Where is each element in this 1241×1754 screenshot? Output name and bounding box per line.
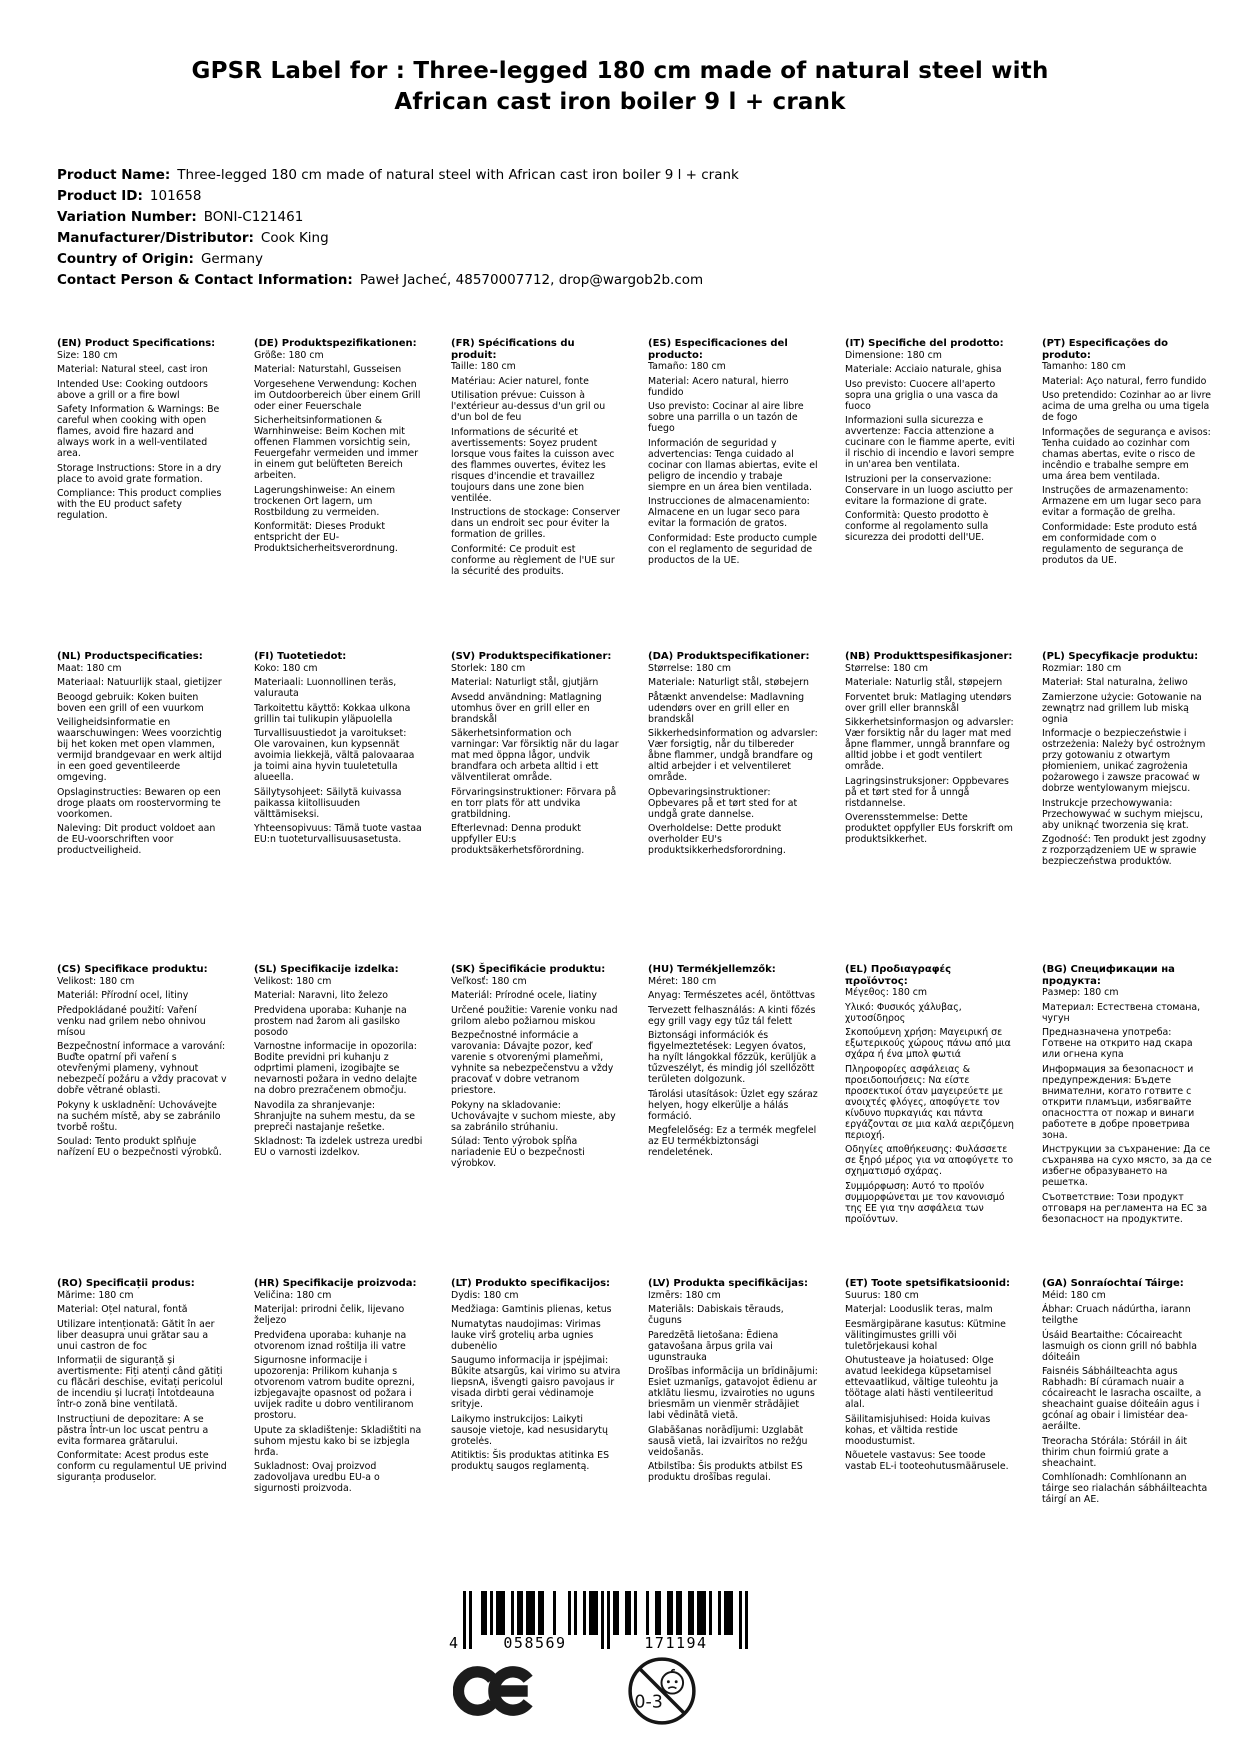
block-paragraph: Material: Naturstahl, Gusseisen: [254, 364, 402, 375]
block-header: (PL) Specyfikacje produktu:: [1042, 651, 1199, 662]
block-paragraph: Pokyny na skladovanie: Uchovávajte v suchom mieste, aby sa zabránilo strúhaniu.: [451, 1099, 616, 1133]
ce-letter-c: [458, 1672, 492, 1710]
block-paragraph: Numatytas naudojimas: Virimas lauke virš grotelių arba ugnies dubenėlio: [451, 1318, 601, 1352]
block-paragraph: Velikost: 180 cm: [254, 975, 332, 987]
block-paragraph: Información de seguridad y advertencias: Tenga cuidado al cocinar con llamas abiertas, evite el peligro de incendio y trabaje siempre en un área bien ventilada.: [648, 437, 818, 493]
block-paragraph: Overensstemmelse: Dette produktet oppfyller EUs forskrift om produktsikkerhet.: [845, 812, 1013, 845]
block-paragraph: Размер: 180 cm: [1042, 987, 1119, 998]
block-paragraph: Conformidad: Este producto cumple con el reglamento de seguridad de productos de la UE.: [648, 532, 818, 566]
block-paragraph: Biztonsági információk és figyelmeztetések: Legyen óvatos, ha nyílt lángokkal főzzük, kerüljük a tűzveszélyt, és mindig jól szellőzött területen dolgozunk.: [648, 1030, 817, 1085]
block-paragraph: Pokyny k uskladnění: Uchovávejte na suchém místě, aby se zabránilo tvorbě roštu.: [57, 1099, 221, 1133]
block-header: (EL) Προδιαγραφές προϊόντος:: [845, 964, 952, 987]
block-paragraph: Sigurnosne informacije i upozorenja: Prilikom kuhanja s otvorenom vatrom budite oprezni, izbjegavajte opasnost od požara i uvijek radite u dobro ventiliranom prostoru.: [254, 1355, 415, 1421]
block-paragraph: Bezpečnostní informace a varování: Buďte opatrní při vaření s otevřenými plameny, vyhnout nebezpečí požáru a vždy pracovat v dobře větrané oblasti.: [57, 1041, 227, 1096]
info-label: Product Name:: [57, 167, 171, 183]
block-paragraph: Μέγεθος: 180 cm: [845, 987, 928, 998]
language-grid: [57, 338, 1212, 1509]
block-header: (SK) Špecifikácie produktu:: [451, 964, 606, 975]
block-paragraph: Tamanho: 180 cm: [1042, 361, 1126, 372]
block-paragraph: Οδηγίες αποθήκευσης: Φυλάσσετε σε ξηρό μέρος για να αποφύγετε το σχηματισμό σχάρας.: [845, 1144, 1014, 1177]
block-header: (SV) Produktspecifikationer:: [451, 651, 612, 662]
block-paragraph: Инструкции за съхранение: Да се съхранява на сухо място, за да се избегне образуването на решетка.: [1042, 1144, 1212, 1188]
block-header: (HR) Specifikacije proizvoda:: [254, 1278, 417, 1289]
block-paragraph: Intended Use: Cooking outdoors above a grill or a fire bowl: [57, 378, 208, 401]
block-paragraph: Avsedd användning: Matlagning utomhus över en grill eller en brandskål: [451, 691, 602, 725]
block-paragraph: Instruções de armazenamento: Armazene em um lugar seco para evitar a formação de grelha.: [1042, 485, 1202, 518]
block-header: (ES) Especificaciones del producto:: [648, 338, 788, 361]
info-line: [57, 249, 739, 270]
block-header: (LV) Produkta specifikācijas:: [648, 1278, 808, 1289]
block-paragraph: Materiaal: Natuurlijk staal, gietijzer: [57, 677, 222, 688]
block-paragraph: Säilytysohjeet: Säilytä kuivassa paikassa kiitollisuuden välttämiseksi.: [254, 786, 402, 820]
block-paragraph: Upute za skladištenje: Skladištiti na suhom mjestu kako bi se izbjegla hrđa.: [254, 1424, 422, 1458]
block-paragraph: Predviđena uporaba: kuhanje na otvorenom iznad roštilja ili vatre: [254, 1329, 407, 1352]
block-paragraph: Material: Naturligt stål, gjutjärn: [451, 677, 599, 688]
block-paragraph: Materiāls: Dabiskais tērauds, čuguns: [648, 1304, 784, 1326]
block-paragraph: Størrelse: 180 cm: [845, 662, 929, 674]
block-paragraph: Größe: 180 cm: [254, 349, 324, 361]
block-header: (NB) Produkttspesifikasjoner:: [845, 651, 1013, 662]
block-paragraph: Efterlevnad: Denna produkt uppfyller EU:s produktsäkerhetsförordning.: [451, 823, 585, 856]
block-paragraph: Påtænkt anvendelse: Madlavning udendørs over en grill eller en brandskål: [648, 691, 805, 725]
block-paragraph: Opbevaringsinstruktioner: Opbevares på et tørt sted for at undgå grate dannelse.: [648, 786, 798, 820]
block-paragraph: Safety Information & Warnings: Be careful when cooking with open flames, avoid fire hazard and always work in a well-ventilated area.: [57, 404, 220, 459]
lang-block-hr: [254, 1278, 424, 1498]
block-paragraph: Instrucțiuni de depozitare: A se păstra într-un loc uscat pentru a evita formarea grătarului.: [57, 1413, 209, 1447]
block-paragraph: Tárolási utasítások: Üzlet egy száraz helyen, hogy elkerülje a hálás formáció.: [648, 1088, 818, 1122]
block-paragraph: Taille: 180 cm: [451, 361, 516, 372]
block-paragraph: Informações de segurança e avisos: Tenha cuidado ao cozinhar com chamas abertas, evite o risco de incêndio e trabalhe sempre em uma área bem ventilada.: [1042, 426, 1211, 482]
block-paragraph: Atitiktis: Šis produktas atitinka ES produktų saugos reglamentą.: [451, 1450, 610, 1472]
block-paragraph: Navodila za shranjevanje: Shranjujte na suhem mestu, da se prepreči nastajanje rešetke.: [254, 1099, 416, 1133]
block-paragraph: Paredzētā lietošana: Ēdiena gatavošana ārpus grila vai ugunstrauka: [648, 1329, 779, 1363]
block-header: (FI) Tuotetiedot:: [254, 651, 347, 662]
block-header: (HU) Termékjellemzők:: [648, 964, 776, 975]
block-paragraph: Sikkerhetsinformasjon og advarsler: Vær forsiktig når du lager mat med åpne flammer, unngå brannfare og alltid jobbe i et godt ventilert område.: [845, 717, 1014, 772]
block-paragraph: Materjal: Looduslik teras, malm: [845, 1304, 993, 1315]
block-paragraph: Comhlíonadh: Comhlíonann an táirge seo rialachán sábháilteachta táirgí an AE.: [1042, 1472, 1208, 1505]
block-paragraph: Matériau: Acier naturel, fonte: [451, 375, 589, 387]
block-paragraph: Opslaginstructies: Bewaren op een droge plaats om roostervorming te voorkomen.: [57, 786, 221, 820]
block-paragraph: Uso pretendido: Cozinhar ao ar livre acima de uma grelha ou uma tigela de fogo: [1042, 390, 1212, 423]
block-header: (IT) Specifiche del prodotto:: [845, 338, 1004, 349]
info-value: Three-legged 180 cm made of natural steel with African cast iron boiler 9 l + crank: [177, 167, 739, 183]
lang-block-sk: [451, 964, 621, 1173]
block-paragraph: Material: Aço natural, ferro fundido: [1042, 375, 1207, 387]
block-paragraph: Skladnost: Ta izdelek ustreza uredbi EU o varnosti izdelkov.: [254, 1136, 423, 1158]
ce-mark-icon: [453, 1662, 535, 1724]
info-line: [57, 228, 739, 249]
block-paragraph: Predvidena uporaba: Kuhanje na prostem nad žarom ali gasilsko posodo: [254, 1004, 407, 1038]
lang-block-lv: [648, 1278, 818, 1487]
info-label: Country of Origin:: [57, 251, 194, 267]
block-paragraph: Vorgesehene Verwendung: Kochen im Outdoorbereich über einem Grill oder einer Feuerschale: [254, 378, 421, 412]
age-warning-label: 0-3: [634, 1692, 663, 1713]
block-paragraph: Forventet bruk: Matlaging utendørs over grill eller brannskål: [845, 691, 1012, 714]
baby-face-icon: [661, 1670, 683, 1694]
info-value: Germany: [200, 251, 263, 267]
block-paragraph: Material: Naravni, lito železo: [254, 990, 388, 1001]
lang-block-fi: [254, 651, 424, 849]
product-info: [57, 165, 739, 291]
block-paragraph: Turvallisuustiedot ja varoitukset: Ole varovainen, kun kypsennät avoimia liekkejä, vältä palovaaraa ja toimi aina hyvin tuuletetulla alueella.: [254, 728, 415, 783]
info-value: Cook King: [260, 230, 329, 246]
block-paragraph: Materiál: Přírodní ocel, litiny: [57, 990, 189, 1001]
block-paragraph: Förvaringsinstruktioner: Förvara på en torr plats för att undvika gratbildning.: [451, 786, 617, 820]
block-paragraph: Säkerhetsinformation och varningar: Var försiktig när du lagar mat med öppna lågor, undvik brandfara och arbeta alltid i ett välventilerat område.: [451, 728, 619, 783]
block-paragraph: Rozmiar: 180 cm: [1042, 662, 1122, 674]
block-header: (GA) Sonraíochtaí Táirge:: [1042, 1278, 1184, 1289]
lang-block-bg: [1042, 964, 1212, 1228]
block-paragraph: Istruzioni per la conservazione: Conservare in un luogo asciutto per evitare la formazione di grate.: [845, 473, 1013, 507]
block-paragraph: Материал: Естествена стомана, чугун: [1042, 1001, 1201, 1024]
block-paragraph: Materiale: Naturlig stål, støpejern: [845, 677, 1003, 688]
info-line: [57, 270, 739, 291]
block-paragraph: Conformité: Ce produit est conforme au règlement de l'UE sur la sécurité des produits.: [451, 543, 615, 577]
block-paragraph: Faisnéis Sábháilteachta agus Rabhadh: Bí cúramach nuair a cócaireacht le lasracha oscailte, a sheachaint guaise dóiteáin agus i gcónaí ag obair i limistéar dea-aeráilte.: [1042, 1366, 1202, 1432]
block-paragraph: Velikost: 180 cm: [57, 975, 135, 987]
block-paragraph: Conformitate: Acest produs este conform cu regulamentul UE privind siguranța produselor.: [57, 1450, 227, 1483]
block-header: (RO) Specificații produs:: [57, 1278, 195, 1289]
info-label: Contact Person & Contact Information:: [57, 272, 353, 288]
info-label: Manufacturer/Distributor:: [57, 230, 254, 246]
lang-block-fr: [451, 338, 621, 580]
lang-block-nb: [845, 651, 1015, 849]
block-paragraph: Съответствие: Този продукт отговаря на регламента на ЕС за безопасност на продуктите.: [1042, 1191, 1208, 1225]
block-paragraph: Súlad: Tento výrobok spĺňa nariadenie EÚ o bezpečnosti výrobkov.: [451, 1136, 585, 1169]
block-paragraph: Overholdelse: Dette produkt overholder EU's produktsikkerhedsforordning.: [648, 823, 786, 856]
page-title: GPSR Label for : Three-legged 180 cm made of natural steel with African cast iron boiler 9 l + crank: [191, 58, 1049, 115]
block-paragraph: Materiaali: Luonnollinen teräs, valurauta: [254, 677, 397, 699]
block-paragraph: Dimensione: 180 cm: [845, 349, 942, 361]
block-paragraph: Veličina: 180 cm: [254, 1289, 332, 1301]
block-paragraph: Soulad: Tento produkt splňuje nařízení EU o bezpečnosti výrobků.: [57, 1136, 222, 1158]
block-paragraph: Konformität: Dieses Produkt entspricht der EU-Produktsicherheitsverordnung.: [254, 521, 398, 554]
block-header: (DE) Produktspezifikationen:: [254, 338, 417, 349]
block-paragraph: Tervezett felhasználás: A kinti főzés egy grill vagy egy tűz tál felett: [648, 1004, 816, 1027]
block-paragraph: Informacje o bezpieczeństwie i ostrzeżenia: Należy być ostrożnym przy gotowaniu z otwartym płomieniem, unikać zagrożenia pożarowego i zawsze pracować w dobrze wentylowanym miejscu.: [1042, 728, 1206, 794]
info-line: [57, 186, 739, 207]
block-paragraph: Anyag: Természetes acél, öntöttvas: [648, 990, 815, 1001]
block-paragraph: Maat: 180 cm: [57, 662, 122, 674]
block-paragraph: Sukladnost: Ovaj proizvod zadovoljava uredbu EU-a o sigurnosti proizvoda.: [254, 1461, 380, 1494]
block-paragraph: Materiale: Naturligt stål, støbejern: [648, 677, 809, 688]
block-paragraph: Utilizare intenționată: Gătit în aer liber deasupra unui grătar sau a unui castron de foc: [57, 1318, 215, 1352]
block-header: (BG) Спецификации на продукта:: [1042, 964, 1175, 987]
block-paragraph: Uso previsto: Cuocere all'aperto sopra una griglia o una vasca da fuoco: [845, 378, 999, 412]
block-paragraph: Storlek: 180 cm: [451, 662, 526, 674]
block-paragraph: Materijal: prirodni čelik, lijevano željezo: [254, 1304, 405, 1326]
info-value: BONI-C121461: [203, 209, 304, 225]
lang-block-en: [57, 338, 227, 525]
block-paragraph: Instrukcje przechowywania: Przechowywać w suchym miejscu, aby uniknąć tworzenia się krat.: [1042, 797, 1203, 831]
block-paragraph: Materiál: Prírodné ocele, liatiny: [451, 990, 597, 1001]
block-header: (ET) Toote spetsifikatsioonid:: [845, 1278, 1011, 1289]
block-paragraph: Méret: 180 cm: [648, 975, 717, 987]
info-line: [57, 207, 739, 228]
lang-block-de: [254, 338, 424, 558]
ean-barcode: [447, 1591, 752, 1657]
block-paragraph: Varnostne informacije in opozorila: Bodite previdni pri kuhanju z odprtimi plameni, izogibajte se nevarnosti požara in vedno delajte na dobro prezračenem območju.: [254, 1041, 418, 1096]
block-paragraph: Suurus: 180 cm: [845, 1289, 919, 1301]
lang-block-lt: [451, 1278, 621, 1476]
block-paragraph: Atbilstība: Šis produkts atbilst ES produktu drošības regulai.: [648, 1461, 803, 1483]
lang-block-sv: [451, 651, 621, 860]
block-paragraph: Medžiaga: Gamtinis plienas, ketus: [451, 1304, 612, 1315]
age-warning-icon: [626, 1655, 698, 1731]
lang-block-sl: [254, 964, 424, 1162]
block-paragraph: Utilisation prévue: Cuisson à l'extérieur au-dessus d'un gril ou d'un bol de feu: [451, 390, 606, 423]
block-paragraph: Ábhar: Cruach nádúrtha, iarann teilgthe: [1042, 1304, 1191, 1326]
lang-block-da: [648, 651, 818, 860]
block-paragraph: Uso previsto: Cocinar al aire libre sobre una parrilla o un tazón de fuego: [648, 401, 804, 434]
block-header: (FR) Spécifications du produit:: [451, 338, 575, 361]
block-paragraph: Instrucciones de almacenamiento: Almacene en un lugar seco para evitar la formación de gratos.: [648, 496, 810, 529]
block-paragraph: Mărime: 180 cm: [57, 1289, 134, 1301]
lang-block-it: [845, 338, 1015, 547]
block-paragraph: Drošības informācija un brīdinājumi: Esiet uzmanīgs, gatavojot ēdienu ar atklātu liesmu, izvairoties no uguns briesmām un vienmēr strādājiet labi vēdinātā vietā.: [648, 1366, 818, 1421]
block-paragraph: Určené použitie: Varenie vonku nad grilom alebo požiarnou miskou: [451, 1004, 618, 1027]
lang-block-nl: [57, 651, 227, 860]
block-header: (LT) Produkto specifikacijos:: [451, 1278, 611, 1289]
block-header: (CS) Specifikace produktu:: [57, 964, 208, 975]
block-header: (SL) Specifikacije izdelka:: [254, 964, 399, 975]
block-paragraph: Treoracha Stórála: Stóráil in áit thirim chun foirmiú grate a sheachaint.: [1042, 1435, 1188, 1469]
block-paragraph: Megfelelőség: Ez a termék megfelel az EU termékbiztonsági rendeletének.: [648, 1125, 817, 1158]
block-header: (EN) Product Specifications:: [57, 338, 216, 349]
block-paragraph: Méid: 180 cm: [1042, 1289, 1106, 1301]
lang-block-el: [845, 964, 1015, 1228]
block-paragraph: Size: 180 cm: [57, 349, 118, 361]
block-paragraph: Lagringsinstruksjoner: Oppbevares på et tørt sted for å unngå ristdannelse.: [845, 775, 1009, 809]
lang-block-ro: [57, 1278, 227, 1487]
block-paragraph: Συμμόρφωση: Αυτό το προϊόν συμμορφώνεται με τον κανονισμό της ΕΕ για την ασφάλεια των προϊόντων.: [845, 1180, 1005, 1225]
block-paragraph: Tamaño: 180 cm: [648, 361, 726, 372]
block-paragraph: Storage Instructions: Store in a dry place to avoid grate formation.: [57, 462, 222, 485]
block-paragraph: Bezpečnostné informácie a varovania: Dávajte pozor, keď varenie s otvorenými plameňmi, vyhnite sa nebezpečenstvu a vždy pracovať v dobre vetranom priestore.: [451, 1030, 614, 1096]
block-paragraph: Lagerungshinweise: An einem trockenen Ort lagern, um Rostbildung zu vermeiden.: [254, 484, 396, 518]
block-paragraph: Materiał: Stal naturalna, żeliwo: [1042, 677, 1188, 688]
info-value: 101658: [149, 188, 202, 204]
lang-block-hu: [648, 964, 818, 1162]
block-paragraph: Tarkoitettu käyttö: Kokkaa ulkona grillin tai tulikupin yläpuolella: [254, 702, 411, 725]
block-paragraph: Информация за безопасност и предупреждения: Бъдете внимателни, когато готвите с открити пламъци, избягвайте опасността от пожар и винаги работете в добре проветрива зона.: [1042, 1063, 1195, 1141]
block-header: (DA) Produktspecifikationer:: [648, 651, 810, 662]
block-paragraph: Conformidade: Este produto está em conformidade com o regulamento de segurança de produtos da UE.: [1042, 521, 1198, 566]
block-paragraph: Conformità: Questo prodotto è conforme al regolamento sulla sicurezza dei prodotti dell'UE.: [845, 510, 989, 543]
block-paragraph: Naleving: Dit product voldoet aan de EU-voorschriften voor productveiligheid.: [57, 823, 216, 856]
barcode-svg: [447, 1591, 752, 1653]
block-paragraph: Material: Natural steel, cast iron: [57, 364, 208, 375]
block-paragraph: Informazioni sulla sicurezza e avvertenze: Faccia attenzione a cucinare con le fiamme aperte, eviti il rischio di incendio e lavori sempre in un'area ben ventilata.: [845, 415, 1015, 470]
block-paragraph: Säilitamisjuhised: Hoida kuivas kohas, et vältida restide moodustumist.: [845, 1413, 991, 1447]
block-paragraph: Veľkosť: 180 cm: [451, 975, 527, 987]
info-value: Paweł Jacheć, 48570007712, drop@wargob2b.com: [359, 272, 704, 288]
block-paragraph: Beoogd gebruik: Koken buiten boven een grill of een vuurkom: [57, 691, 204, 714]
info-line: [57, 165, 739, 186]
block-paragraph: Izmērs: 180 cm: [648, 1289, 721, 1301]
block-paragraph: Yhteensopivuus: Tämä tuote vastaa EU:n tuoteturvallisuusasetusta.: [254, 823, 422, 845]
block-paragraph: Veiligheidsinformatie en waarschuwingen: Wees voorzichtig bij het koken met open vlammen, vermijd brandgevaar en werk altijd in een goed geventileerde omgeving.: [57, 717, 222, 783]
block-paragraph: Størrelse: 180 cm: [648, 662, 732, 674]
lang-block-pl: [1042, 651, 1212, 871]
lang-block-ga: [1042, 1278, 1212, 1509]
lang-block-cs: [57, 964, 227, 1162]
block-paragraph: Sicherheitsinformationen & Warnhinweise: Beim Kochen mit offenen Flammen vorsichtig sein, Feuergefahr vermeiden und immer in einem gut belüfteten Bereich arbeiten.: [254, 415, 419, 481]
block-header: (NL) Productspecificaties:: [57, 651, 203, 662]
block-paragraph: Compliance: This product complies with the EU product safety regulation.: [57, 488, 222, 521]
block-paragraph: Laikymo instrukcijos: Laikyti sausoje vietoje, kad nesusidarytų grotelės.: [451, 1413, 608, 1447]
block-paragraph: Υλικό: Φυσικός χάλυβας, χυτοσίδηρος: [845, 1001, 962, 1024]
block-paragraph: Zamierzone użycie: Gotowanie na zewnątrz nad grillem lub miską ognia: [1042, 691, 1202, 725]
block-paragraph: Materiale: Acciaio naturale, ghisa: [845, 364, 1002, 375]
block-paragraph: Instructions de stockage: Conserver dans un endroit sec pour éviter la formation de grilles.: [451, 507, 620, 540]
block-paragraph: Material: Acero natural, hierro fundido: [648, 375, 789, 398]
info-label: Variation Number:: [57, 209, 197, 225]
lang-block-es: [648, 338, 818, 569]
block-paragraph: Zgodność: Ten produkt jest zgodny z rozporządzeniem UE w sprawie bezpieczeństwa produktów.: [1042, 834, 1207, 867]
barcode-left-digits: 058569: [503, 1634, 567, 1652]
info-label: Product ID:: [57, 188, 143, 204]
block-paragraph: Ohutusteave ja hoiatused: Olge avatud leekidega küpsetamisel ettevaatlikud, vältige tuleohtu ja töötage alati hästi ventileeritud alal.: [845, 1355, 999, 1410]
block-paragraph: Koko: 180 cm: [254, 662, 318, 674]
block-paragraph: Eesmärgipärane kasutus: Kütmine välitingimustes grilli või tuletõrjekausi kohal: [845, 1318, 1006, 1352]
block-paragraph: Předpokládané použití: Vaření venku nad grilem nebo ohnivou mísou: [57, 1004, 206, 1038]
block-paragraph: Úsáid Beartaithe: Cócaireacht lasmuigh os cionn grill nó babhla dóiteáin: [1042, 1329, 1197, 1363]
barcode-right-digits: 171194: [644, 1634, 708, 1652]
lang-block-pt: [1042, 338, 1212, 569]
block-paragraph: Nõuetele vastavus: See toode vastab EL-i tooteohutusmäärusele.: [845, 1450, 1009, 1472]
block-paragraph: Material: Oțel natural, fontă: [57, 1304, 188, 1315]
barcode-lead-digit: 4: [449, 1634, 460, 1652]
block-paragraph: Glabāšanas norādījumi: Uzglabāt sausā vietā, lai izvairītos no režģu veidošanās.: [648, 1424, 808, 1458]
block-paragraph: Предназначена употреба: Готвене на открито над скара или огнена купа: [1042, 1027, 1193, 1060]
block-paragraph: Informations de sécurité et avertissements: Soyez prudent lorsque vous faites la cuisson avec des flammes ouvertes, évitez les risques d'incendie et travaillez toujours dans une zone bien ventilée.: [451, 426, 615, 504]
block-paragraph: Saugumo informacija ir įspėjimai: Būkite atsargūs, kai virimo su atvira liepsnA, išvengti gaisro pavojaus ir visada dirbti gerai vėdinamoje srityje.: [451, 1355, 621, 1410]
block-paragraph: Sikkerhedsinformation og advarsler: Vær forsigtig, når du tilbereder åbne flammer, undgå brandfare og altid arbejder i et velventileret område.: [648, 728, 818, 783]
lang-block-et: [845, 1278, 1015, 1476]
block-paragraph: Πληροφορίες ασφάλειας & προειδοποιήσεις: Να είστε προσεκτικοί όταν μαγειρεύετε με ανοιχτές φλόγες, αποφύγετε τον κίνδυνο πυρκαγιάς και πάντα εργάζονται σε μια καλά αεριζόμενη περιοχή.: [845, 1063, 1014, 1141]
block-header: (PT) Especificações do produto:: [1042, 338, 1168, 361]
block-paragraph: Dydis: 180 cm: [451, 1289, 519, 1301]
block-paragraph: Σκοπούμενη χρήση: Μαγειρική σε εξωτερικούς χώρους πάνω από μια σχάρα ή ένα μπολ φωτιά: [845, 1027, 1011, 1060]
block-paragraph: Informații de siguranță și avertismente: Fiți atenți când gătiți cu flăcări deschise, evitați pericolul de incendiu și lucrați întotdeauna într-o zonă bine ventilată.: [57, 1355, 223, 1410]
